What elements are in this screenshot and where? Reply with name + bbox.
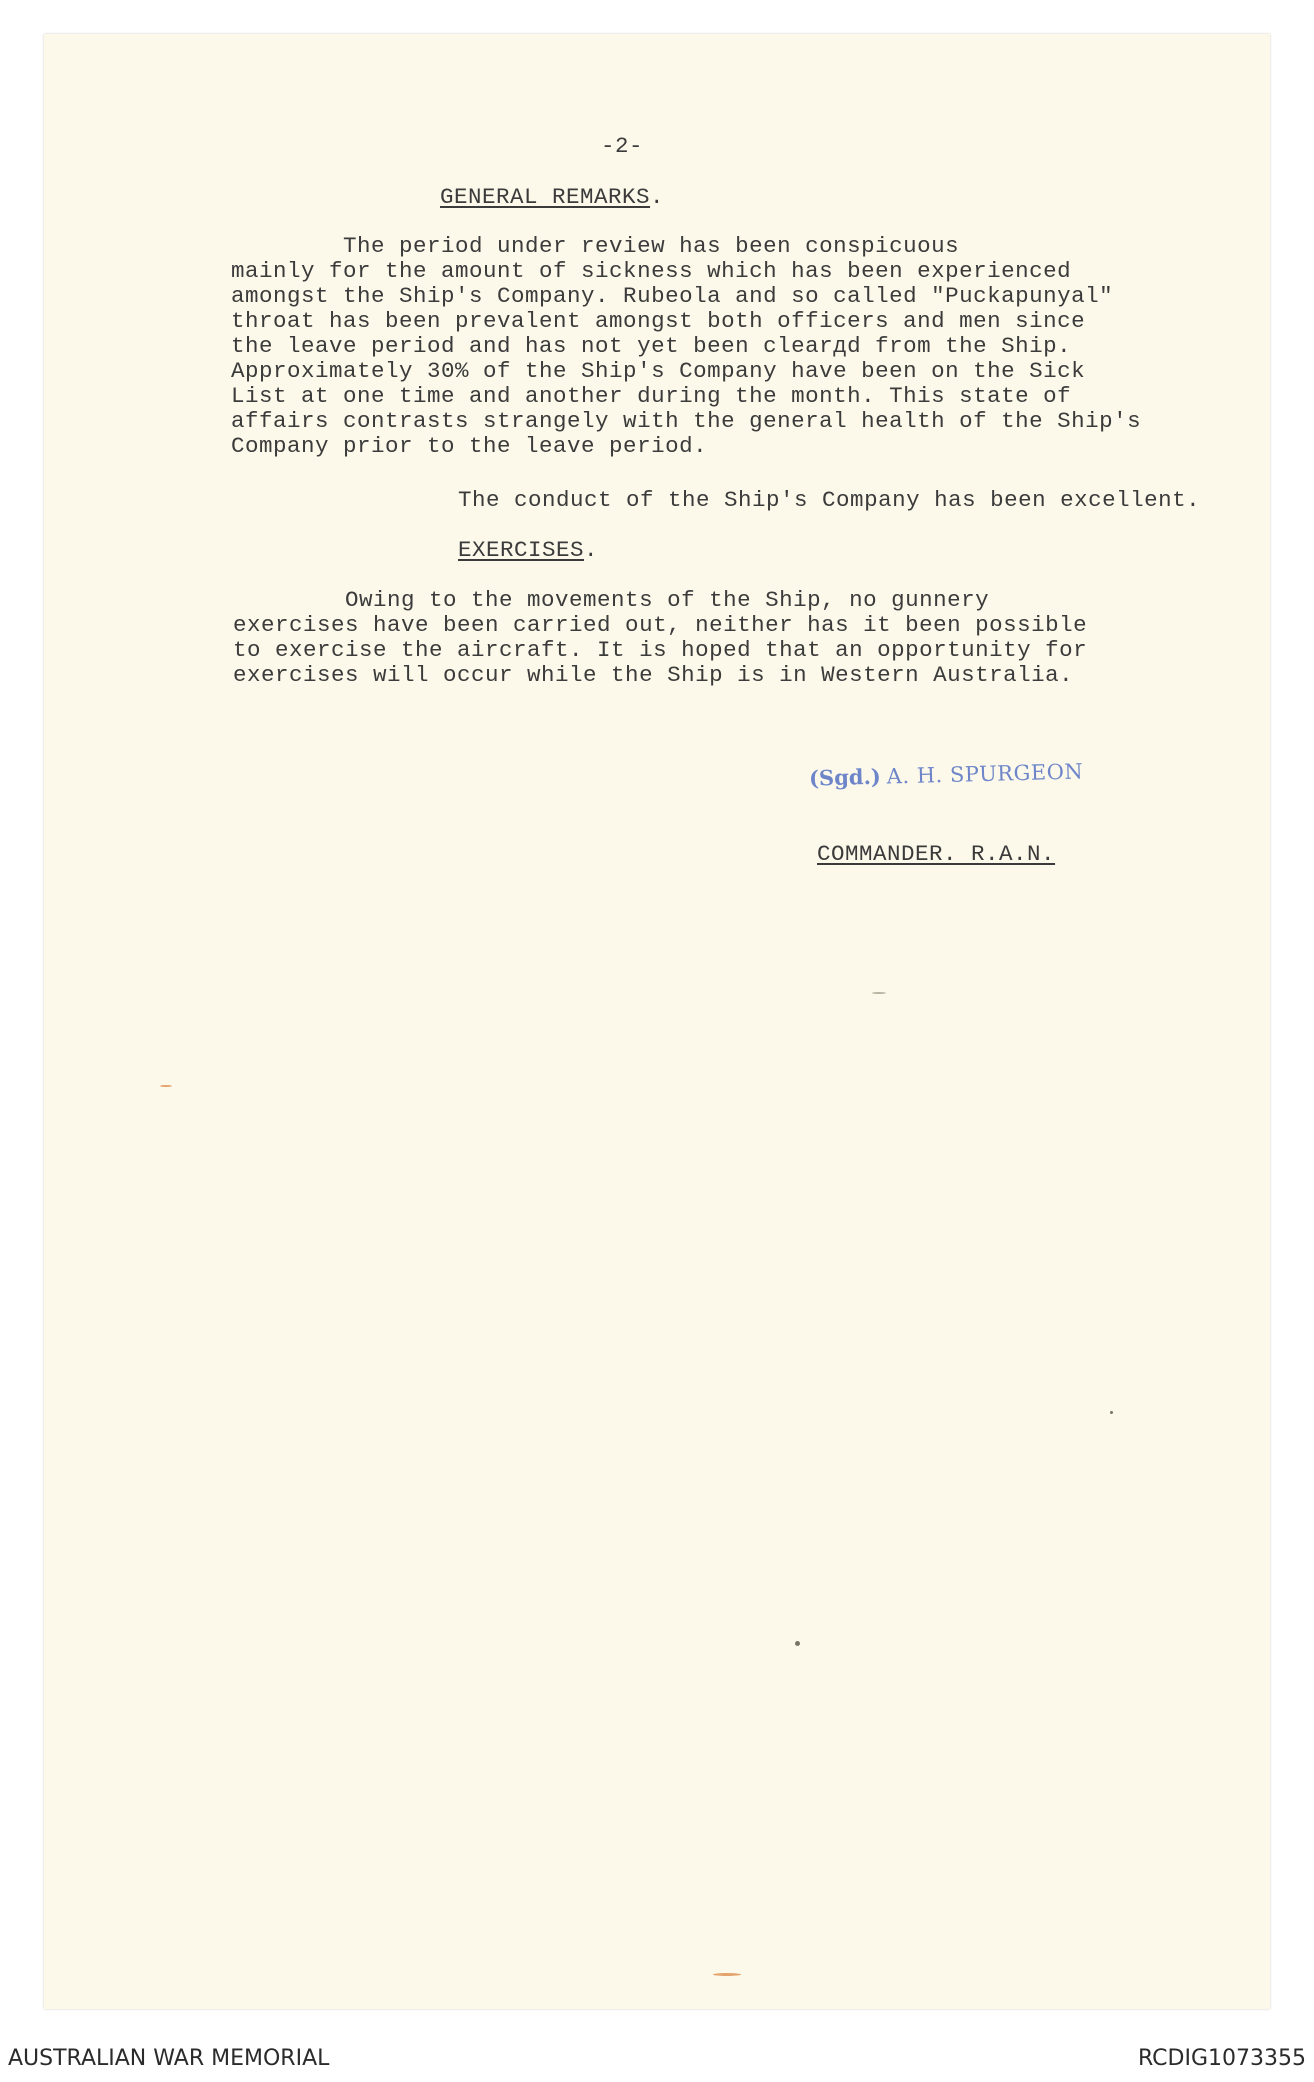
text-line: Company prior to the leave period. bbox=[231, 433, 708, 459]
text-line: Approximately 30% of the Ship's Company have been on the Sick bbox=[231, 358, 1086, 384]
paper-speck bbox=[160, 1085, 172, 1087]
text-line: the leave period and has not yet been clearдd from the Ship. bbox=[231, 333, 1072, 359]
general-remarks-heading-suffix: . bbox=[650, 184, 665, 210]
text-line: The period under review has been conspicuous bbox=[231, 233, 960, 259]
general-remarks-heading-row bbox=[440, 185, 664, 210]
text-line: throat has been prevalent amongst both officers and men since bbox=[231, 308, 1086, 334]
conduct-statement: The conduct of the Ship's Company has been excellent. bbox=[458, 487, 1201, 513]
paper-speck bbox=[795, 1641, 800, 1646]
paper-speck bbox=[1110, 1411, 1113, 1414]
exercises-paragraph bbox=[233, 588, 1087, 688]
page-number: -2- bbox=[601, 133, 644, 159]
general-remarks-heading: GENERAL REMARKS bbox=[440, 184, 651, 210]
text-line: Owing to the movements of the Ship, no gunnery bbox=[233, 587, 990, 613]
text-line: mainly for the amount of sickness which has been experienced bbox=[231, 258, 1072, 284]
exercises-heading-suffix: . bbox=[584, 537, 599, 563]
general-remarks-paragraph bbox=[231, 234, 1141, 459]
footer-source-label: AUSTRALIAN WAR MEMORIAL bbox=[8, 2046, 330, 2071]
text-line: exercises will occur while the Ship is in Western Australia. bbox=[233, 662, 1074, 688]
exercises-heading: EXERCISES bbox=[458, 537, 585, 563]
paper-speck bbox=[713, 1973, 741, 1976]
paper-speck bbox=[872, 992, 886, 994]
text-line: List at one time and another during the month. This state of bbox=[231, 383, 1072, 409]
signature-prefix: (Sgd.) bbox=[808, 763, 882, 791]
signatory-rank: COMMANDER. R.A.N. bbox=[817, 841, 1056, 867]
text-line: amongst the Ship's Company. Rubeola and so called "Puckapunyal" bbox=[231, 283, 1114, 309]
signature-name: A. H. SPURGEON bbox=[886, 759, 1084, 789]
exercises-heading-row bbox=[458, 538, 598, 563]
footer-record-id: RCDIG1073355 bbox=[1137, 2046, 1306, 2071]
text-line: to exercise the aircraft. It is hoped that an opportunity for bbox=[233, 637, 1088, 663]
text-line: affairs contrasts strangely with the general health of the Ship's bbox=[231, 408, 1142, 434]
text-line: exercises have been carried out, neither has it been possible bbox=[233, 612, 1088, 638]
